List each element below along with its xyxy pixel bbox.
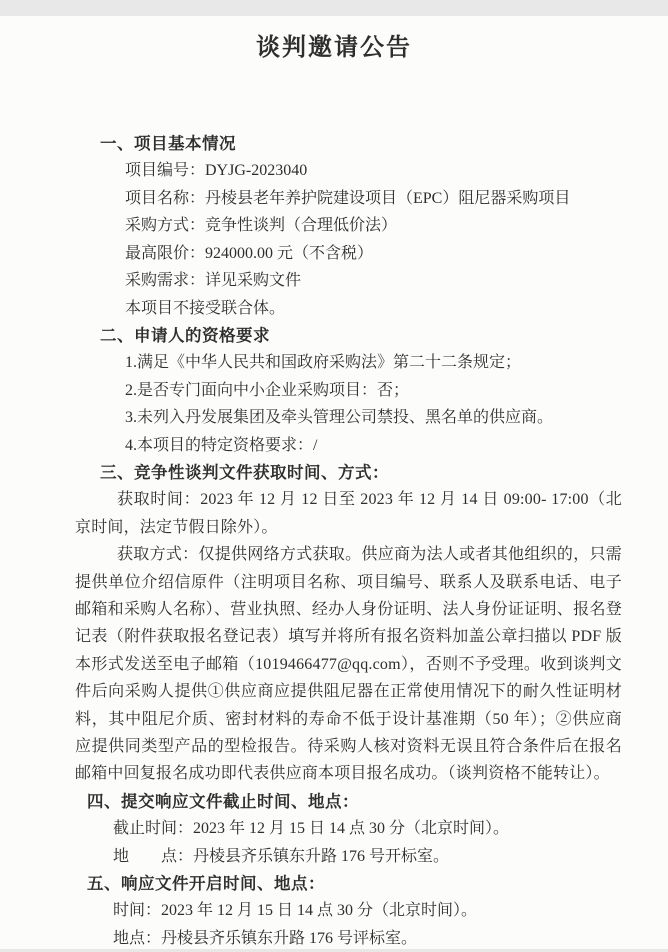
section-item: 4.本项目的特定资格要求：/ (125, 436, 318, 454)
document-body (0, 130, 668, 952)
section-item: 2.是否专门面向中小企业采购项目：否； (125, 381, 410, 399)
section-heading: 三、竞争性谈判文件获取时间、方式： (100, 462, 389, 482)
section-item: 截止时间：2023 年 12 月 15 日 14 点 30 分（北京时间）。 (113, 820, 510, 838)
section (75, 130, 622, 322)
section-heading: 二、申请人的资格要求 (100, 325, 270, 345)
section-item: 时间：2023 年 12 月 15 日 14 点 30 分（北京时间）。 (113, 902, 478, 920)
section-item: 采购需求：详见采购文件 (125, 272, 302, 290)
section-item: 地 点：丹棱县齐乐镇东升路 176 号开标室。 (113, 847, 450, 865)
section-item: 项目编号：DYJG-2023040 (125, 162, 308, 180)
section-heading: 一、项目基本情况 (100, 134, 236, 154)
section-heading: 五、响应文件开启时间、地点： (87, 874, 325, 894)
section-paragraph: 获取时间：2023 年 12 月 12 日至 2023 年 12 月 14 日 09:00- 17:00（北京时间，法定节假日除外）。 (75, 491, 622, 536)
section-item: 最高限价：924000.00 元（不含税） (125, 244, 374, 262)
section (75, 322, 622, 459)
section-item: 采购方式：竞争性谈判（合理低价法） (125, 217, 398, 235)
section-paragraph: 获取方式：仅提供网络方式获取。供应商为法人或者其他组织的，只需提供单位介绍信原件（注明项目名称、项目编号、联系人及联系电话、电子邮箱和采购人名称）、营业执照、经办人身份证明、法人身份证证明、报名登记表（附件获取报名登记表）填写并将所有报名资料加盖公章扫描以 PDF 版本形式发送至电子邮箱（1019466477@qq.com），否则不予受理。收到谈判文件后向采购人提供①供应商应提供阻尼器在正常使用情况下的耐久性证明材料，其中阻尼介质、密封材料的寿命不低于设计基准期（50 年）；②供应商应提供同类型产品的型检报告。待采购人核对资料无误且符合条件后在报名邮箱中回复报名成功即代表供应商本项目报名成功。（谈判资格不能转让）。 (75, 546, 622, 783)
document-page (0, 16, 668, 949)
section-heading: 四、提交响应文件截止时间、地点： (87, 791, 359, 811)
section-item: 地点：丹棱县齐乐镇东升路 176 号评标室。 (113, 929, 418, 947)
section-item: 1.满足《中华人民共和国政府采购法》第二十二条规定； (125, 354, 522, 372)
document-title: 谈判邀请公告 (256, 35, 412, 62)
section (75, 459, 622, 788)
section (75, 788, 622, 870)
section-item: 3.未列入丹发展集团及牵头管理公司禁投、黑名单的供应商。 (125, 409, 554, 427)
section-item: 本项目不接受联合体。 (125, 299, 286, 317)
section (75, 870, 622, 952)
section-item: 项目名称：丹棱县老年养护院建设项目（EPC）阻尼器采购项目 (125, 189, 571, 207)
